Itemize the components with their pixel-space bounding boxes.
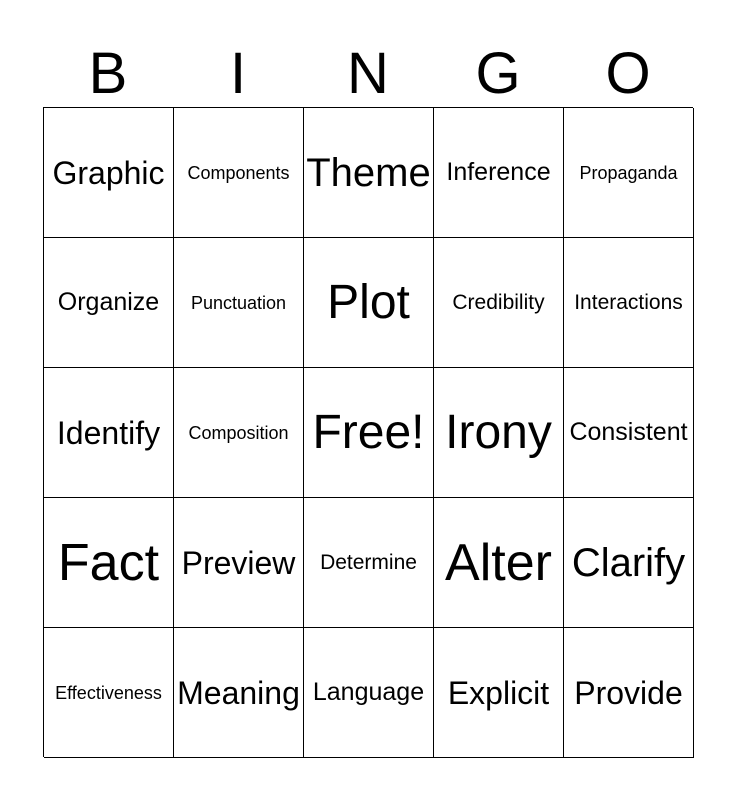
bingo-cell: Clarify	[564, 498, 694, 628]
bingo-cell: Credibility	[434, 238, 564, 368]
bingo-cell: Language	[304, 628, 434, 758]
bingo-cell: Effectiveness	[44, 628, 174, 758]
bingo-cell: Meaning	[174, 628, 304, 758]
bingo-cell: Fact	[44, 498, 174, 628]
bingo-cell: Composition	[174, 368, 304, 498]
bingo-cell: Identify	[44, 368, 174, 498]
bingo-cell: Theme	[304, 108, 434, 238]
bingo-cell: Propaganda	[564, 108, 694, 238]
header-letter-g: G	[475, 41, 521, 106]
bingo-cell: Organize	[44, 238, 174, 368]
bingo-cell: Punctuation	[174, 238, 304, 368]
header-letter-i: I	[229, 41, 247, 106]
bingo-cell: Irony	[434, 368, 564, 498]
bingo-cell: Interactions	[564, 238, 694, 368]
bingo-board	[43, 107, 693, 757]
bingo-cell: Components	[174, 108, 304, 238]
bingo-cell: Alter	[434, 498, 564, 628]
bingo-cell: Graphic	[44, 108, 174, 238]
header-letter-b: B	[88, 41, 128, 106]
bingo-cell: Preview	[174, 498, 304, 628]
bingo-cell: Determine	[304, 498, 434, 628]
bingo-cell: Consistent	[564, 368, 694, 498]
bingo-header	[43, 40, 693, 108]
header-letter-n: N	[347, 41, 389, 106]
bingo-cell: Provide	[564, 628, 694, 758]
bingo-cell: Free!	[304, 368, 434, 498]
bingo-cell: Plot	[304, 238, 434, 368]
bingo-cell: Inference	[434, 108, 564, 238]
bingo-cell: Explicit	[434, 628, 564, 758]
header-letter-o: O	[605, 41, 651, 106]
